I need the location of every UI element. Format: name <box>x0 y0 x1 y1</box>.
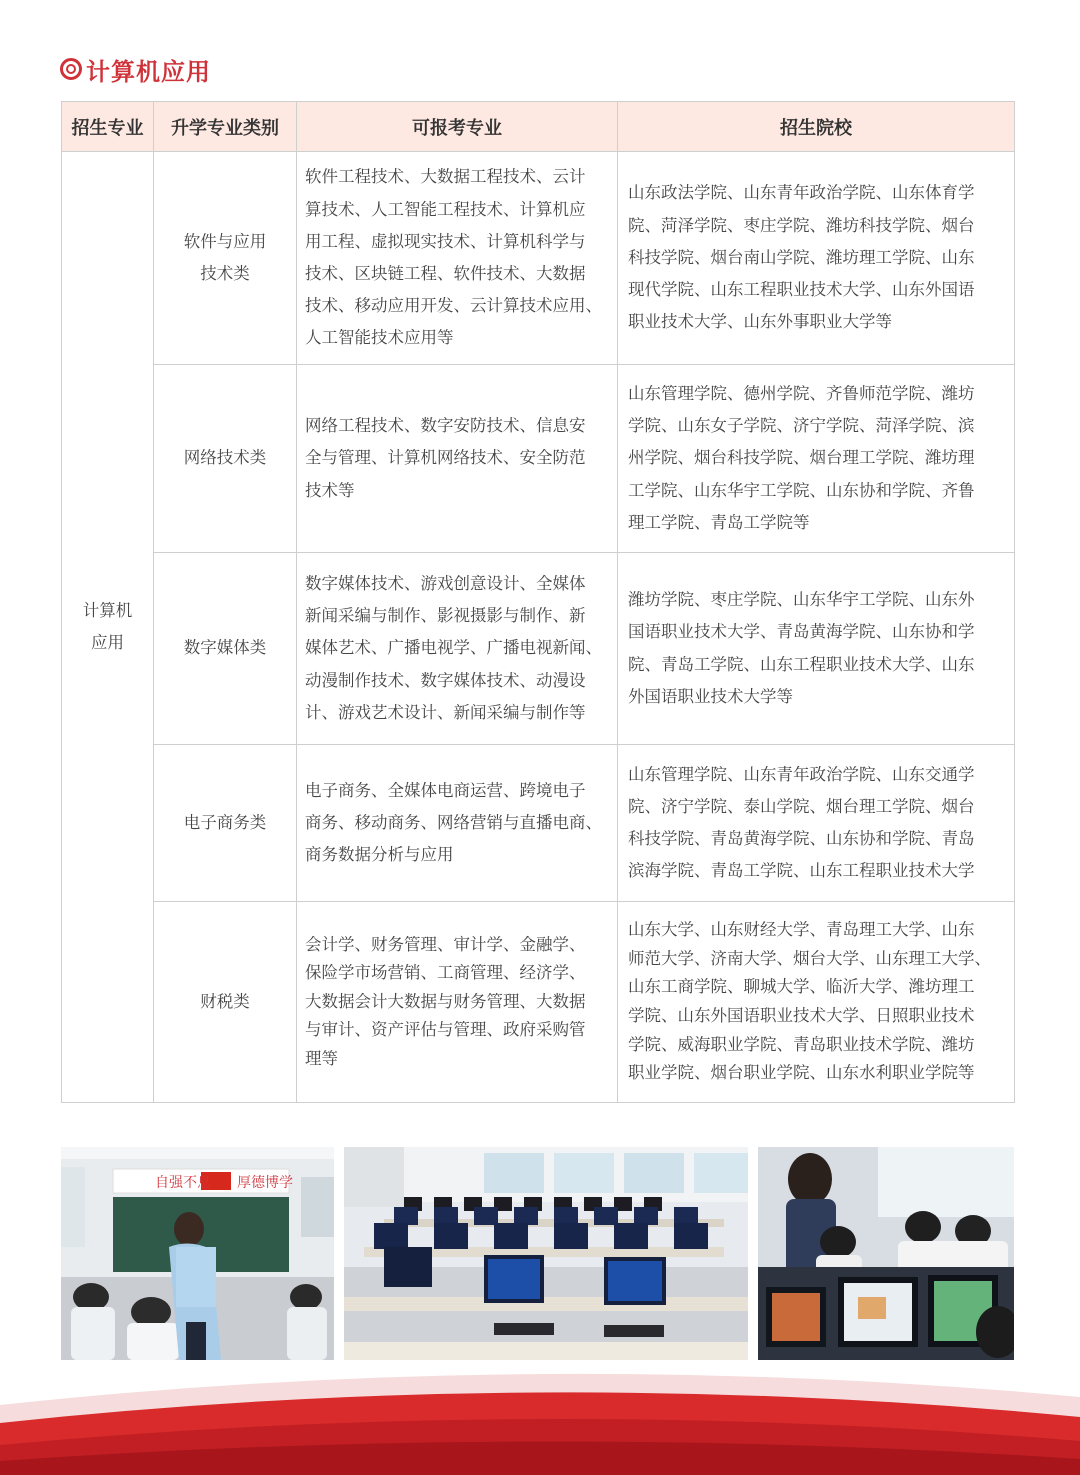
table-row <box>62 152 1015 365</box>
category-cell: 软件与应用 技术类 <box>154 152 297 365</box>
schools-cell: 山东管理学院、山东青年政治学院、山东交通学 院、济宁学院、泰山学院、烟台理工学院、烟台 科技学院、青岛黄海学院、山东协和学院、青岛 滨海学院、青岛工学院、山东工程职业技术大学 <box>618 745 1015 902</box>
table-row <box>62 745 1015 902</box>
section-heading <box>60 52 211 86</box>
table-row <box>62 365 1015 553</box>
enrollment-table <box>61 101 1015 1103</box>
table-header-row <box>62 102 1015 152</box>
table-row <box>62 902 1015 1103</box>
header-schools: 招生院校 <box>618 102 1015 152</box>
header-category: 升学专业类别 <box>154 102 297 152</box>
schools-cell: 山东管理学院、德州学院、齐鲁师范学院、潍坊 学院、山东女子学院、济宁学院、菏泽学院、滨 州学院、烟台科技学院、烟台理工学院、潍坊理 工学院、山东华宇工学院、山东协和学院、齐鲁 理工学院、青岛工学院等 <box>618 365 1015 553</box>
fields-cell: 数字媒体技术、游戏创意设计、全媒体 新闻采编与制作、影视摄影与制作、新 媒体艺术、广播电视学、广播电视新闻、 动漫制作技术、数字媒体技术、动漫设 计、游戏艺术设计、新闻采编与制作等 <box>297 553 618 745</box>
fields-cell: 网络工程技术、数字安防技术、信息安 全与管理、计算机网络技术、安全防范 技术等 <box>297 365 618 553</box>
classroom-photo <box>61 1147 334 1360</box>
banner-text-left: 自强不息 <box>155 1175 211 1191</box>
banner-text-right: 厚德博学 <box>237 1175 293 1191</box>
header-fields: 可报考专业 <box>297 102 618 152</box>
category-cell: 财税类 <box>154 902 297 1103</box>
footer-wave-decoration <box>0 1365 1080 1475</box>
schools-cell: 山东大学、山东财经大学、青岛理工大学、山东 师范大学、济南大学、烟台大学、山东理工大学、 山东工商学院、聊城大学、临沂大学、潍坊理工 学院、山东外国语职业技术大学、日照职业技术 学院、威海职业学院、青岛职业技术学院、潍坊 职业学院、烟台职业学院、山东水利职业学院等 <box>618 902 1015 1103</box>
schools-cell: 山东政法学院、山东青年政治学院、山东体育学 院、菏泽学院、枣庄学院、潍坊科技学院、烟台 科技学院、烟台南山学院、潍坊理工学院、山东 现代学院、山东工程职业技术大学、山东外国语 职业技术大学、山东外事职业大学等 <box>618 152 1015 365</box>
major-cell: 计算机 应用 <box>62 152 154 1103</box>
computer-lab-photo <box>344 1147 748 1360</box>
schools-cell: 潍坊学院、枣庄学院、山东华宇工学院、山东外 国语职业技术大学、青岛黄海学院、山东协和学 院、青岛工学院、山东工程职业技术大学、山东 外国语职业技术大学等 <box>618 553 1015 745</box>
category-cell: 电子商务类 <box>154 745 297 902</box>
header-major: 招生专业 <box>62 102 154 152</box>
fields-cell: 软件工程技术、大数据工程技术、云计 算技术、人工智能工程技术、计算机应 用工程、虚拟现实技术、计算机科学与 技术、区块链工程、软件技术、大数据 技术、移动应用开发、云计算技术应用、 人工智能技术应用等 <box>297 152 618 365</box>
fields-cell: 会计学、财务管理、审计学、金融学、 保险学市场营销、工商管理、经济学、 大数据会计大数据与财务管理、大数据 与审计、资产评估与管理、政府采购管 理等 <box>297 902 618 1103</box>
table-row <box>62 553 1015 745</box>
fields-cell: 电子商务、全媒体电商运营、跨境电子 商务、移动商务、网络营销与直播电商、 商务数据分析与应用 <box>297 745 618 902</box>
section-title: 计算机应用 <box>86 57 211 86</box>
category-cell: 网络技术类 <box>154 365 297 553</box>
circle-bullet-icon <box>60 58 82 80</box>
category-cell: 数字媒体类 <box>154 553 297 745</box>
photo-strip <box>0 1147 1080 1360</box>
students-photo <box>758 1147 1014 1360</box>
